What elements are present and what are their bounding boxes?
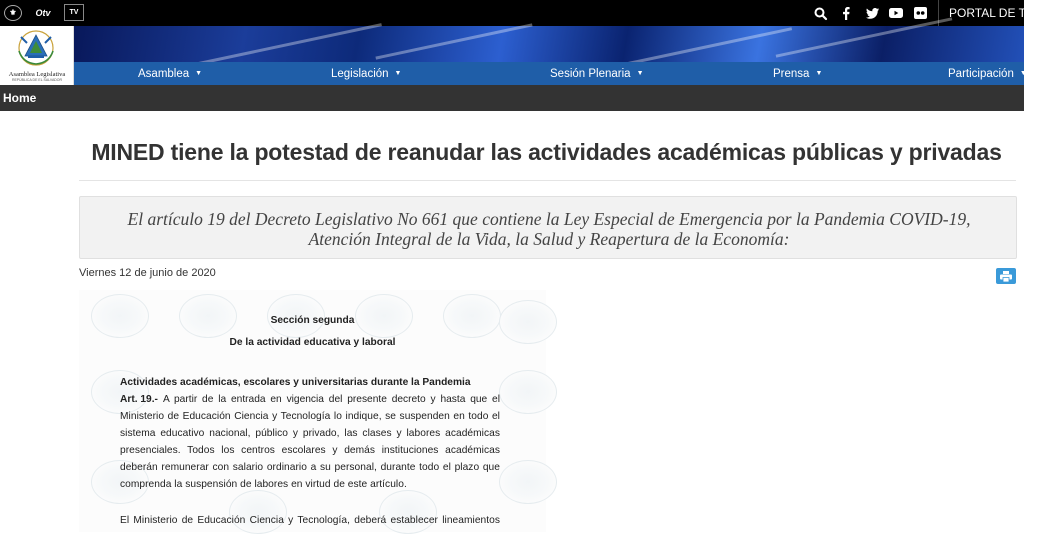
logo-subtitle: REPÚBLICA DE EL SALVADOR (11, 78, 63, 82)
summary-text (100, 209, 998, 249)
caret-down-icon: ▼ (394, 70, 402, 77)
breadcrumb-bar (0, 85, 1024, 111)
nav-label: Participación (948, 67, 1014, 80)
page-title: MINED tiene la potestad de reanudar las actividades académicas públicas y privadas (91, 139, 1002, 165)
doc-line-5: deberán remunerar con salario ordinario a su personal, durante todo el plazo que (120, 462, 500, 473)
site-header (0, 26, 1027, 85)
assembly-logo[interactable] (0, 26, 74, 85)
youtube-icon[interactable] (884, 0, 908, 26)
caret-down-icon: ▼ (195, 70, 203, 77)
nav-item-sesion-plenaria[interactable] (550, 62, 644, 85)
main-nav (74, 62, 1027, 85)
caret-down-icon: ▼ (636, 70, 644, 77)
doc-article-label: Art. 19.- (120, 394, 158, 405)
summary-line-1: El artículo 19 del Decreto Legislativo No 661 que contiene la Ley Especial de Emergencia por la Pandemia COVID-19, (127, 209, 971, 229)
nav-item-prensa[interactable] (773, 62, 822, 85)
doc-line-6: comprenda la suspensión de labores en virtud de este artículo. (120, 479, 407, 490)
title-divider (79, 180, 1016, 181)
tv-logo[interactable]: TV (64, 4, 84, 21)
nav-label: Sesión Plenaria (550, 67, 631, 80)
top-bar (0, 0, 1043, 26)
assembly-seal-mini-icon[interactable]: ⚜ (4, 5, 22, 21)
otv-logo[interactable]: Otv (35, 7, 51, 18)
summary-line-2: Atención Integral de la Vida, la Salud y Reapertura de la Economía: (308, 229, 790, 249)
decree-document-image (79, 290, 546, 532)
nav-item-participacion[interactable] (948, 62, 1027, 85)
doc-article-line-1 (120, 394, 500, 405)
top-left-logos (4, 4, 84, 21)
doc-line-text: A partir de la entrada en vigencia del presente decreto y hasta que el (162, 394, 500, 405)
nav-label: Legislación (331, 67, 389, 80)
nav-item-legislacion[interactable] (331, 62, 401, 85)
header-banner (74, 26, 1024, 62)
breadcrumb-home[interactable]: Home (3, 91, 37, 105)
doc-section-title: Sección segunda (270, 315, 355, 326)
nav-label: Prensa (773, 67, 810, 80)
logo-title: Asamblea Legislativa (8, 71, 66, 78)
nav-label: Asamblea (138, 67, 190, 80)
coat-of-arms-icon (13, 29, 59, 67)
caret-down-icon: ▼ (815, 70, 823, 77)
twitter-icon[interactable] (860, 0, 884, 26)
doc-line-4: presenciales. Todos los centros escolares y demás instituciones académicas (120, 445, 500, 456)
doc-line-2: Ministerio de Educación Ciencia y Tecnología lo indique, se suspenden en todo el (120, 411, 500, 422)
nav-item-asamblea[interactable] (138, 62, 202, 85)
doc-section-subtitle: De la actividad educativa y laboral (229, 337, 396, 348)
doc-line-7: El Ministerio de Educación Ciencia y Tecnología, deberá establecer lineamientos (120, 515, 500, 526)
article-summary (79, 196, 1017, 259)
portal-transparencia-link[interactable]: PORTAL DE TRA (938, 0, 1024, 26)
facebook-icon[interactable] (832, 0, 860, 26)
print-button[interactable] (996, 268, 1016, 284)
doc-line-3: sistema educativo nacional, público y privado, las clases y labores académicas (120, 428, 500, 439)
top-right-links (808, 0, 1043, 26)
doc-heading: Actividades académicas, escolares y universitarias durante la Pandemia (120, 377, 471, 388)
search-icon[interactable] (808, 0, 832, 26)
caret-down-icon: ▼ (1019, 70, 1027, 77)
print-icon (1000, 271, 1012, 282)
article-date: Viernes 12 de junio de 2020 (79, 267, 216, 279)
